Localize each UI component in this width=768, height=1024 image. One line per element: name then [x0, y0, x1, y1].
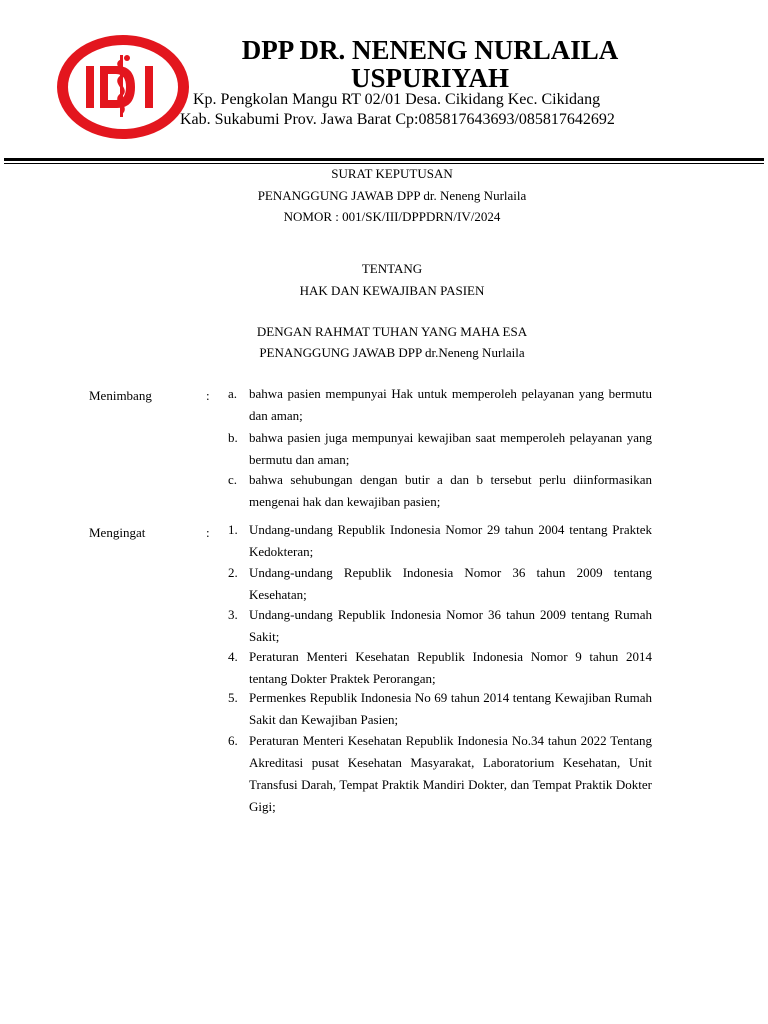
mengingat-item-3 [228, 604, 652, 648]
list-item-text: bahwa pasien juga mempunyai kewajiban saat memperoleh pelayanan yang bermutu dan aman; [249, 430, 652, 467]
mengingat-label: Mengingat [89, 525, 146, 540]
list-marker: 5. [228, 690, 238, 705]
list-item-text: Peraturan Menteri Kesehatan Republik Indonesia No.34 tahun 2022 Tentang Akreditasi pusat Kesehatan Masyarakat, Laboratorium Kesehatan, Unit Transfusi Darah, Tempat Praktik Mandiri Dokter, dan Tempat Praktik Dokter Gigi; [249, 733, 652, 814]
list-marker: 1. [228, 522, 238, 537]
mengingat-item-1 [228, 519, 652, 563]
menimbang-item-b [228, 427, 652, 471]
invocation-line2: PENANGGUNG JAWAB DPP dr.Neneng Nurlaila [259, 345, 525, 360]
idi-logo-emblem [55, 33, 191, 141]
org-name-line2: USPURIYAH [350, 63, 510, 93]
mengingat-item-4 [228, 646, 652, 690]
mengingat-colon: : [206, 525, 210, 540]
doc-issuer: PENANGGUNG JAWAB DPP dr. Neneng Nurlaila [257, 188, 527, 203]
mengingat-item-2 [228, 562, 652, 606]
list-item-text: Undang-undang Republik Indonesia Nomor 36 tahun 2009 tentang Kesehatan; [249, 565, 652, 602]
mengingat-item-6 [228, 730, 652, 818]
tentang-heading: TENTANG [361, 261, 423, 276]
address-line1: Kp. Pengkolan Mangu RT 02/01 Desa. Cikidang Kec. Cikidang [193, 91, 601, 108]
list-item-text: Permenkes Republik Indonesia No 69 tahun 2014 tentang Kewajiban Rumah Sakit dan Kewajiban Pasien; [249, 690, 652, 727]
list-item-text: Undang-undang Republik Indonesia Nomor 29 tahun 2004 tentang Praktek Kedokteran; [249, 522, 652, 559]
header-divider-thin [4, 163, 764, 164]
list-item-text: Peraturan Menteri Kesehatan Republik Indonesia Nomor 9 tahun 2014 tentang Dokter Praktek Perorangan; [249, 649, 652, 686]
menimbang-colon: : [206, 388, 210, 403]
list-marker: 2. [228, 565, 238, 580]
list-marker: c. [228, 472, 238, 487]
doc-number: NOMOR : 001/SK/III/DPPDRN/IV/2024 [283, 209, 501, 224]
invocation-line1: DENGAN RAHMAT TUHAN YANG MAHA ESA [256, 324, 528, 339]
list-item-text: bahwa sehubungan dengan butir a dan b tersebut perlu diinformasikan mengenai hak dan kewajiban pasien; [249, 472, 652, 509]
list-marker: 3. [228, 607, 238, 622]
doc-subject: HAK DAN KEWAJIBAN PASIEN [299, 283, 485, 298]
org-name-line1: DPP DR. NENENG NURLAILA [241, 35, 619, 65]
menimbang-label: Menimbang [89, 388, 152, 403]
mengingat-item-5 [228, 687, 652, 731]
menimbang-item-c [228, 469, 652, 513]
doc-title: SURAT KEPUTUSAN [331, 166, 453, 181]
list-marker: b. [228, 430, 238, 445]
list-item-text: Undang-undang Republik Indonesia Nomor 36 tahun 2009 tentang Rumah Sakit; [249, 607, 652, 644]
idi-logo [55, 33, 191, 141]
list-marker: 6. [228, 733, 238, 748]
list-marker: 4. [228, 649, 238, 664]
list-marker: a. [228, 386, 238, 401]
menimbang-item-a [228, 383, 652, 427]
list-item-text: bahwa pasien mempunyai Hak untuk memperoleh pelayanan yang bermutu dan aman; [249, 386, 652, 423]
header-divider [4, 158, 764, 161]
address-line2: Kab. Sukabumi Prov. Jawa Barat Cp:085817643693/085817642692 [180, 111, 615, 128]
